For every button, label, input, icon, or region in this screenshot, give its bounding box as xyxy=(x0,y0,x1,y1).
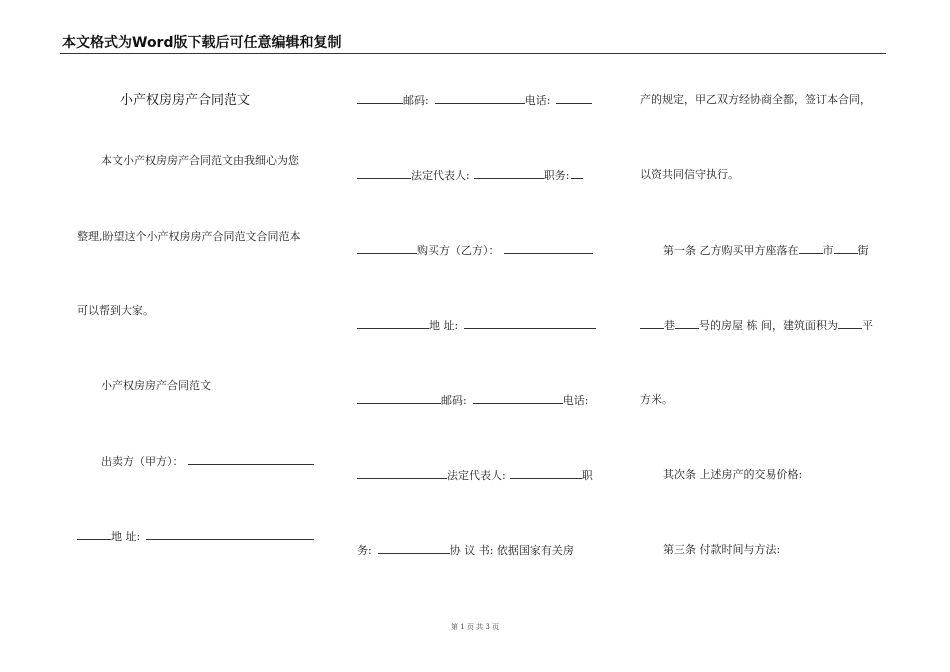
buyer-blank xyxy=(504,242,593,254)
document-title: 小产权房房产合同范文 xyxy=(120,93,251,108)
seller-address-label: 地 址: xyxy=(111,530,141,543)
blank xyxy=(357,392,441,404)
position-label: 职务: xyxy=(543,169,570,182)
seller-address-blank xyxy=(146,528,314,540)
street-blank xyxy=(834,242,858,254)
postcode-blank xyxy=(435,92,525,104)
intro-line-3: 可以帮到大家。 xyxy=(77,304,154,317)
phone-blank xyxy=(556,92,592,104)
blank xyxy=(357,242,417,254)
buyer-address-blank xyxy=(464,317,596,329)
position-label-part: 职 xyxy=(581,469,593,482)
buyer-legal-rep-line xyxy=(357,467,593,484)
position-blank xyxy=(378,542,450,554)
blank xyxy=(357,167,411,179)
legal-rep-label: 法定代表人: xyxy=(447,469,506,482)
postcode-blank xyxy=(473,392,563,404)
position-label-rest: 务: xyxy=(357,544,372,557)
blank xyxy=(357,467,447,479)
blank xyxy=(357,92,403,104)
legal-rep-blank xyxy=(474,167,544,179)
intro-line-1: 本文小产权房房产合同范文由我细心为您 xyxy=(101,154,299,167)
col3-line-2: 以资共同信守执行。 xyxy=(640,168,739,181)
legal-rep-blank xyxy=(510,467,582,479)
article-1-line-2 xyxy=(640,317,873,334)
phone-label: 电话: xyxy=(562,394,589,407)
document-header: 本文格式为Word版下载后可任意编辑和复制 xyxy=(62,35,342,51)
area-unit-part: 平 xyxy=(862,319,873,332)
legal-rep-label: 法定代表人: xyxy=(411,169,470,182)
intro-line-2: 整理,盼望这个小产权房房产合同范文合同范本 xyxy=(77,230,301,243)
lane-label: 巷 xyxy=(664,319,675,332)
city-label: 市 xyxy=(822,244,834,257)
number-blank xyxy=(675,317,699,329)
agreement-text: 协 议 书: 依据国家有关房 xyxy=(449,544,574,557)
street-label: 街 xyxy=(857,244,869,257)
house-text: 号的房屋 栋 间，建筑面积为 xyxy=(699,319,838,332)
seller-label: 出卖方（甲方）： xyxy=(101,455,184,468)
area-blank xyxy=(838,317,862,329)
buyer-label: 购买方（乙方）： xyxy=(417,244,500,257)
seller-blank xyxy=(188,453,314,465)
lane-blank xyxy=(640,317,664,329)
buyer-line xyxy=(357,242,593,259)
seller-legal-rep-line xyxy=(357,167,583,184)
postcode-label: 邮码: xyxy=(441,394,467,407)
contract-subtitle: 小产权房房产合同范文 xyxy=(101,379,211,392)
blank xyxy=(357,317,429,329)
article-1-text: 第一条 乙方购买甲方座落在 xyxy=(663,244,799,257)
buyer-address-line xyxy=(357,317,596,334)
header-rule xyxy=(60,53,886,54)
city-blank xyxy=(799,242,823,254)
seller-postcode-line xyxy=(357,92,592,109)
agreement-line xyxy=(357,542,574,559)
seller-line xyxy=(101,453,314,470)
article-2-line: 其次条 上述房产的交易价格: xyxy=(663,468,803,481)
col3-line-1: 产的规定，甲乙双方经协商全都，签订本合同， xyxy=(640,93,871,106)
seller-address-line xyxy=(77,528,314,545)
postcode-label: 邮码: xyxy=(403,94,429,107)
article-1-line xyxy=(663,242,869,259)
phone-label: 电话: xyxy=(524,94,551,107)
buyer-address-label: 地 址: xyxy=(429,319,459,332)
buyer-postcode-line xyxy=(357,392,588,409)
article-3-line: 第三条 付款时间与方法: xyxy=(663,543,781,556)
address-prefix-blank xyxy=(77,528,111,540)
page-number: 第 1 页 共 3 页 xyxy=(450,623,500,631)
position-blank xyxy=(571,167,583,179)
col3-line-5: 方米。 xyxy=(640,393,673,406)
